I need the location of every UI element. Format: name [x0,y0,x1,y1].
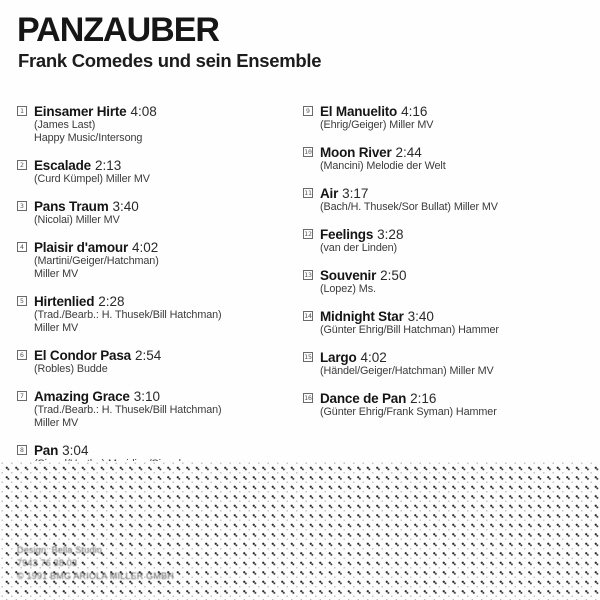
track-number-box: 9 [303,106,313,116]
track-title-line [34,389,289,404]
track-credit-line: (Trad./Bearb.: H. Thusek/Bill Hatchman) [34,404,222,416]
track-duration: 2:13 [94,158,122,173]
track-number-box: 4 [17,242,27,252]
track-duration: 2:54 [134,348,162,363]
track-info [320,227,588,255]
track-credit-line: (Günter Ehrig/Bill Hatchman) Hammer [320,324,499,336]
track-title-line [34,240,289,255]
track-credit-line: (Ehrig/Geiger) Miller MV [320,119,434,131]
copyright-line: © 1991 BMG ARIOLA MILLER GMBH [17,571,174,581]
track-title-line [320,309,588,324]
track-item [303,391,588,419]
track-number-box: 16 [304,394,312,402]
track-title-line [320,186,588,201]
track-number-box: 1 [17,106,27,116]
track-title: El Manuelito [320,104,398,119]
track-item [17,104,289,145]
track-title: Plaisir d'amour [34,240,128,255]
track-credit-line: Miller MV [34,322,79,334]
album-title: PANZAUBER [17,11,219,49]
track-number-box: 6 [17,350,27,360]
track-duration: 4:08 [130,104,157,119]
track-number-box: 2 [17,160,27,170]
track-number-box: 14 [304,312,312,320]
track-duration: 4:16 [401,104,428,119]
track-title: Moon River [320,145,392,160]
track-info [34,199,289,227]
track-item [17,199,289,227]
track-credit-line: (Martini/Geiger/Hatchman) [34,255,159,267]
track-duration: 3:28 [377,227,404,242]
track-info [320,268,588,296]
track-info [34,348,289,376]
track-info [34,240,289,281]
track-credit-line: Miller MV [34,417,79,429]
track-title: Air [320,186,339,201]
track-info [320,145,588,173]
track-info [34,158,289,186]
track-credit-line: (James Last) [34,119,96,131]
track-item [17,294,289,335]
track-title-line [320,227,588,242]
track-number-box: 5 [17,296,27,306]
track-title: El Condor Pasa [34,348,131,363]
track-number-box: 10 [304,148,312,156]
track-credit-line: (Trad./Bearb.: H. Thusek/Bill Hatchman) [34,309,222,321]
track-item [17,158,289,186]
track-duration: 3:40 [112,199,139,214]
track-list-left-column [17,104,289,484]
track-info [320,104,588,132]
track-title: Pans Traum [34,199,109,214]
track-duration: 3:04 [62,443,89,458]
track-duration: 2:50 [380,268,407,283]
track-item [303,104,588,132]
track-item [303,227,588,255]
catalog-number: 7943 76 38 03 [17,558,78,568]
track-item [303,350,588,378]
track-title: Amazing Grace [34,389,130,404]
track-number-box: 11 [304,189,312,197]
track-title-line [34,294,289,309]
track-title-line [320,350,588,365]
track-duration: 2:44 [395,145,422,160]
track-item [303,268,588,296]
track-number-box: 12 [304,230,312,238]
track-duration: 3:17 [342,186,369,201]
track-item [17,240,289,281]
track-credit-line: (van der Linden) [320,242,398,254]
track-duration: 2:28 [98,294,125,309]
track-title: Largo [320,350,357,365]
track-credit-line: (Mancini) Melodie der Welt [320,160,446,172]
track-title-line [34,443,289,458]
track-info [34,294,289,335]
track-title-line [34,348,289,363]
track-credit-line: (Robles) Budde [34,363,108,375]
track-info [320,309,588,337]
track-title: Hirtenlied [34,294,95,309]
track-title-line [34,104,289,119]
track-title-line [320,268,588,283]
track-title: Feelings [320,227,374,242]
track-title-line [320,104,588,119]
track-title: Einsamer Hirte [34,104,127,119]
header [17,12,321,72]
track-info [34,389,289,430]
track-credit-line: (Lopez) Ms. [320,283,376,295]
track-credit-line: Happy Music/Intersong [34,132,143,144]
track-item [17,348,289,376]
track-item [303,186,588,214]
track-credit-line: (Curd Kümpel) Miller MV [34,173,150,185]
footer-credits [17,544,174,583]
track-number-box: 13 [304,271,312,279]
design-credit: Design: Bella Studio [17,545,103,555]
track-credit-line: (Günter Ehrig/Frank Syman) Hammer [320,406,497,418]
track-duration: 3:10 [133,389,160,404]
track-item [17,389,289,430]
track-info [320,186,588,214]
track-number-box: 7 [17,391,27,401]
track-info [320,391,588,419]
track-item [303,145,588,173]
track-credit-line: Miller MV [34,268,79,280]
track-credit-line: (Nicolai) Miller MV [34,214,120,226]
track-title: Pan [34,443,59,458]
track-title: Escalade [34,158,91,173]
track-title-line [320,145,588,160]
track-item [303,309,588,337]
track-duration: 4:02 [132,240,159,255]
track-info [320,350,588,378]
track-title-line [34,158,289,173]
track-duration: 3:40 [407,309,434,324]
track-title: Dance de Pan [320,391,407,406]
track-credit-line: (Händel/Geiger/Hatchman) Miller MV [320,365,494,377]
artist-name: Frank Comedes und sein Ensemble [18,50,322,71]
track-title: Midnight Star [320,309,404,324]
track-title: Souvenir [320,268,377,283]
track-credit-line: (Bach/H. Thusek/Sor Bullat) Miller MV [320,201,498,213]
track-info [34,104,289,145]
track-number-box: 15 [304,353,312,361]
track-list-right-column [303,104,588,432]
track-title-line [320,391,588,406]
track-number-box: 3 [17,201,27,211]
track-duration: 2:16 [410,391,437,406]
track-number-box: 8 [17,445,27,455]
track-title-line [34,199,289,214]
track-duration: 4:02 [360,350,387,365]
